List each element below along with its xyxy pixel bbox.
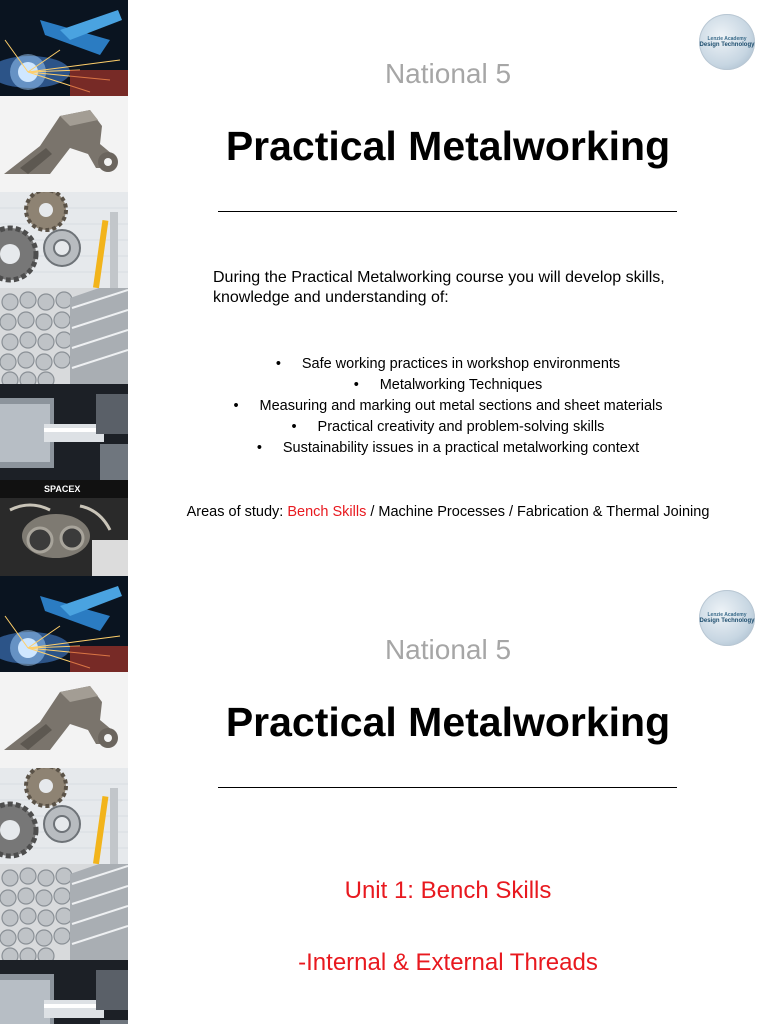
bullet-icon: • [275, 356, 281, 372]
slide-1 [128, 0, 768, 576]
lathe-chuck-image [0, 384, 128, 480]
course-level: National 5 [384, 58, 512, 89]
bullet-icon: • [353, 377, 359, 393]
list-item: • Measuring and marking out metal sections and sheet materials [128, 396, 768, 417]
course-title: Practical Metalworking [225, 123, 671, 169]
title-divider [218, 787, 677, 788]
logo-line-2: Design Technology [699, 617, 755, 624]
metal-rods-image [0, 864, 128, 960]
list-item: • Practical creativity and problem-solving skills [128, 417, 768, 438]
welding-sparks-image [0, 576, 128, 672]
course-intro: During the Practical Metalworking course you will develop skills, knowledge and understanding of: [213, 269, 665, 306]
title-divider [218, 211, 677, 212]
list-item: • Safe working practices in workshop environments [128, 354, 768, 375]
areas-of-study [128, 504, 768, 520]
bullet-icon: • [256, 440, 262, 456]
unit-heading: Unit 1: Bench Skills [344, 877, 552, 904]
gears-bearing-image [0, 192, 128, 288]
spacex-caption: SPACEX [44, 484, 81, 494]
gears-bearing-image [0, 768, 128, 864]
slide-2 [128, 576, 768, 1024]
logo-line-2: Design Technology [699, 41, 755, 48]
logo-line-1: Lenzie Academy [707, 35, 747, 42]
image-sidebar [0, 0, 128, 1024]
spacex-engine-image [0, 480, 128, 576]
list-item: • Metalworking Techniques [128, 375, 768, 396]
list-item: • Sustainability issues in a practical metalworking context [128, 438, 768, 459]
skills-list [128, 354, 768, 459]
areas-highlight: Bench Skills [287, 504, 367, 520]
bullet-icon: • [233, 398, 239, 414]
topic-heading: -Internal & External Threads [298, 949, 598, 976]
logo-line-1: Lenzie Academy [707, 611, 747, 618]
lathe-chuck-image [0, 960, 128, 1024]
bullet-icon: • [291, 419, 297, 435]
cast-metal-part-image [0, 96, 128, 192]
cast-metal-part-image [0, 672, 128, 768]
course-title: Practical Metalworking [225, 699, 671, 745]
welding-sparks-image [0, 0, 128, 96]
course-level: National 5 [384, 634, 512, 665]
areas-prefix: Areas of study: [186, 504, 288, 520]
areas-rest: / Machine Processes / Fabrication & Thermal Joining [366, 504, 710, 520]
metal-rods-image [0, 288, 128, 384]
